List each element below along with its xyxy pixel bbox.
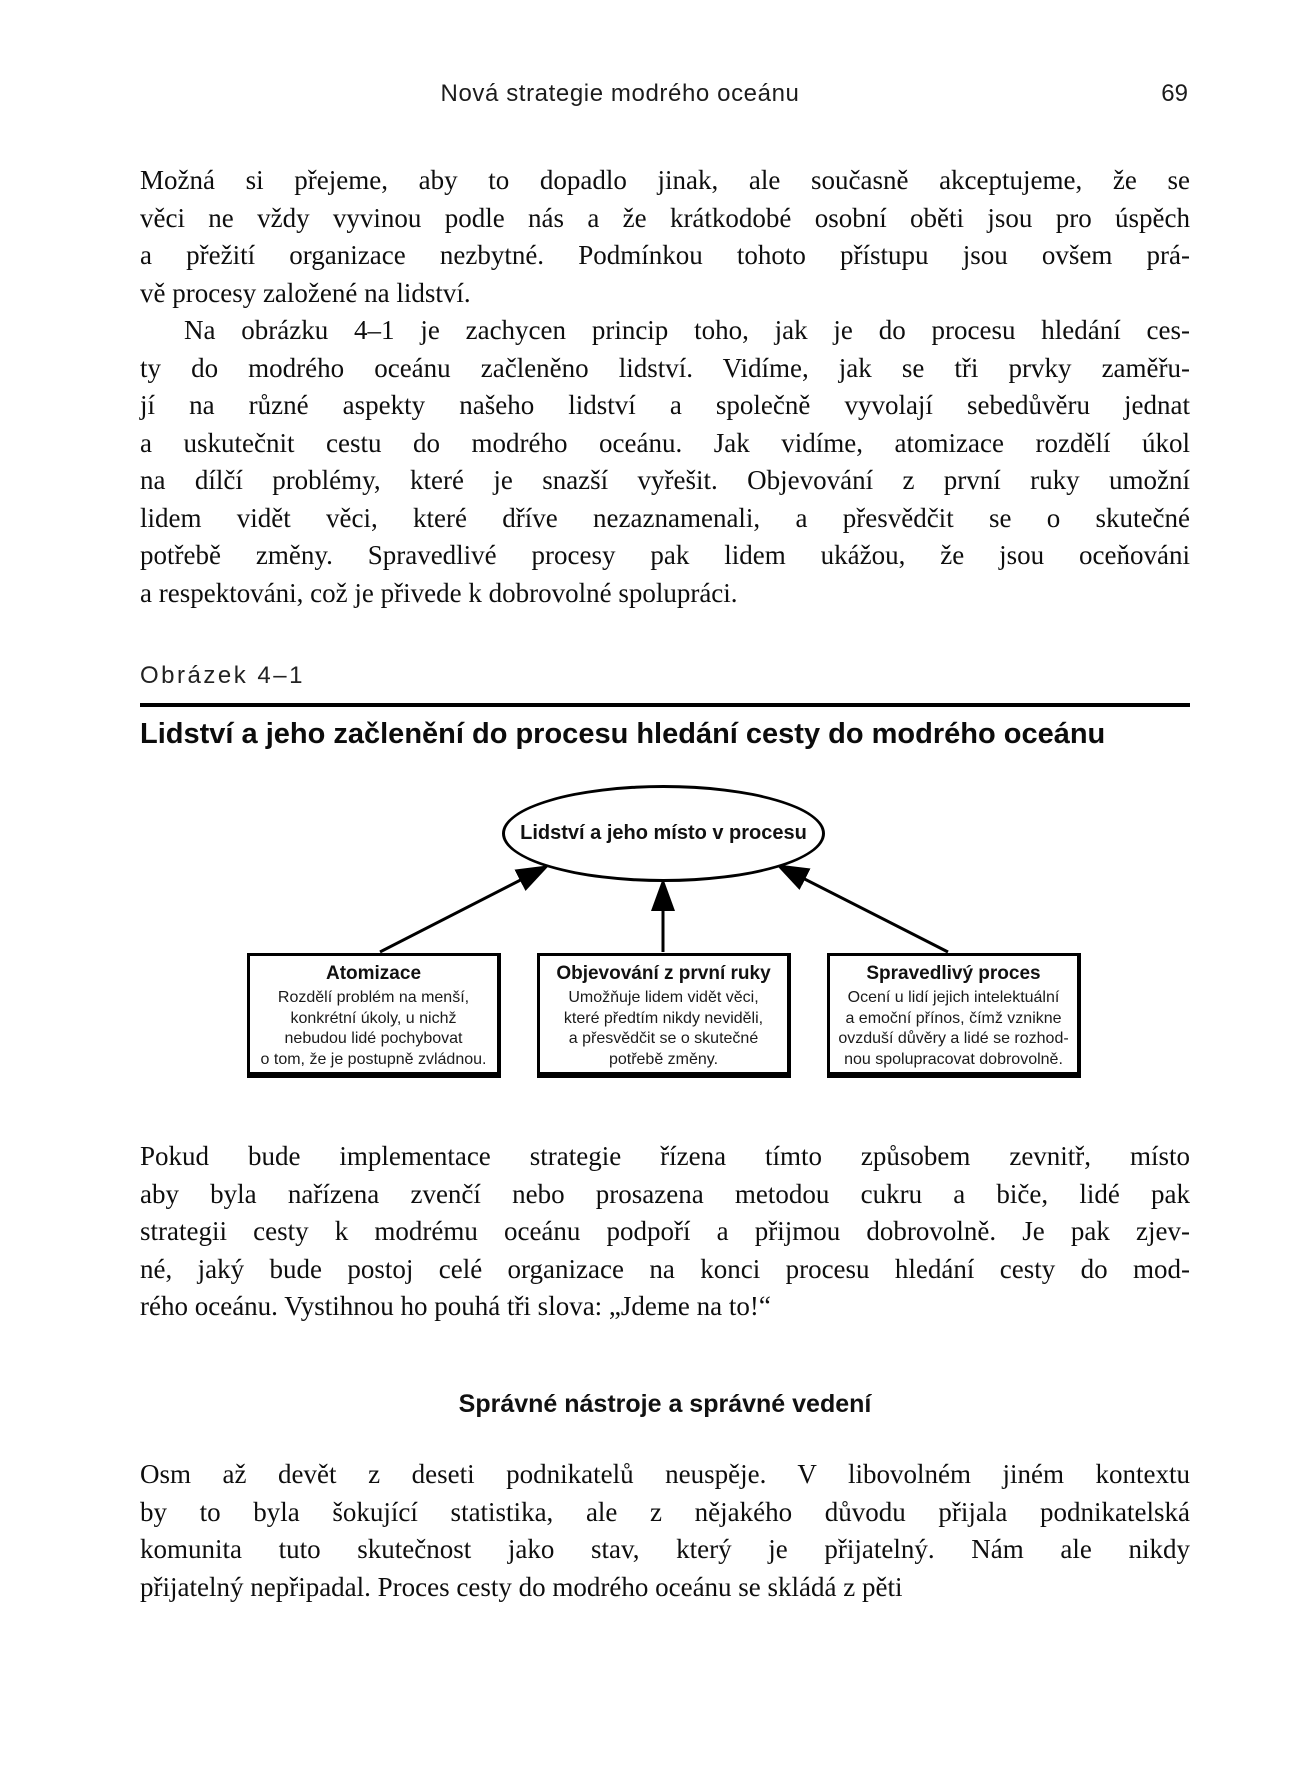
page-number: 69 (1161, 80, 1188, 107)
box-title: Atomizace (325, 963, 422, 984)
body-paragraph-4: Osm až devět z deseti podnikatelů neuspěje. V libovolném jiném kontextu by to byla šokující statistika, ale z nějakého důvodu přijala podnikatelská komunita tuto skutečnost jako stav, který je přijatelný. Nám ale nikdy přijatelný nepřipadal. Proces cesty do modrého oceánu se skládá z pěti (140, 1459, 1190, 1602)
figure-title: Lidství a jeho začlenění do procesu hledání cesty do modrého oceánu (140, 718, 1106, 750)
body-paragraph-3: Pokud bude implementace strategie řízena tímto způsobem zevnitř, místo aby byla nařízena zvenčí nebo prosazena metodou cukru a biče, lidé pak strategii cesty k modrému oceánu podpoří a přijmou dobrovolně. Je pak zjev- né, jaký bude postoj celé organizace na konci procesu hledání cesty do mod- rého oceánu. Vystihnou ho pouhá tři slova: „Jdeme na to!“ (140, 1141, 1190, 1321)
ellipse-label: Lidství a jeho místo v procesu (520, 822, 807, 844)
box-body: Umožňuje lidem vidět věci, které předtím nikdy neviděli, a přesvědčit se o skutečné potřebě změny. (563, 989, 764, 1068)
diagram-box-spravedlivy-proces (827, 953, 1081, 1078)
diagram-box-objevovani (537, 953, 791, 1078)
running-title: Nová strategie modrého oceánu (440, 80, 800, 107)
running-header (140, 80, 1190, 112)
box-body: Rozdělí problém na menší, konkrétní úkoly, u nichž nebudou lidé pochybovat o tom, že je postupně zvládnou. (260, 989, 487, 1068)
diagram-box-atomizace (247, 953, 501, 1078)
arrow-atomizace-to-ellipse (380, 868, 544, 952)
box-title: Objevování z první ruky (556, 963, 771, 984)
ellipse-node (502, 785, 825, 882)
body-paragraph-2: Na obrázku 4–1 je zachycen princip toho, jak je do procesu hledání ces- ty do modrého oceánu začleněno lidství. Vidíme, jak se tři prvky zaměřu- jí na různé aspekty našeho lidství a společně vyvolají sebedůvěru jednat a uskutečnit cestu do modrého oceánu. Jak vidíme, atomizace rozdělí úkol na dílčí problémy, které je snazší vyřešit. Objevování z první ruky umožní lidem vidět věci, které dříve nezaznamenali, a přesvědčit se o skutečné potřebě změny. Spravedlivé procesy pak lidem ukážou, že jsou oceňováni a respektováni, což je přivede k dobrovolné spolupráci. (140, 315, 1190, 608)
figure-label: Obrázek 4–1 (140, 662, 305, 689)
figure-rule (140, 703, 1190, 707)
arrow-spravedlivy-to-ellipse (781, 867, 948, 952)
figure-diagram (140, 780, 1190, 1092)
body-paragraph-1: Možná si přejeme, aby to dopadlo jinak, ale současně akceptujeme, že se věci ne vždy vyvinou podle nás a že krátkodobé osobní oběti jsou pro úspěch a přežití organizace nezbytné. Podmínkou tohoto přístupu jsou ovšem prá- vě procesy založené na lidství. (140, 165, 1190, 308)
box-title: Spravedlivý proces (866, 963, 1041, 984)
box-body: Ocení u lidí jejich intelektuální a emoční přínos, čímž vznikne ovzduší důvěry a lidé se rozhod- nou spolupracovat dobrovolně. (838, 989, 1069, 1068)
section-heading: Správné nástroje a správné vedení (458, 1390, 872, 1418)
